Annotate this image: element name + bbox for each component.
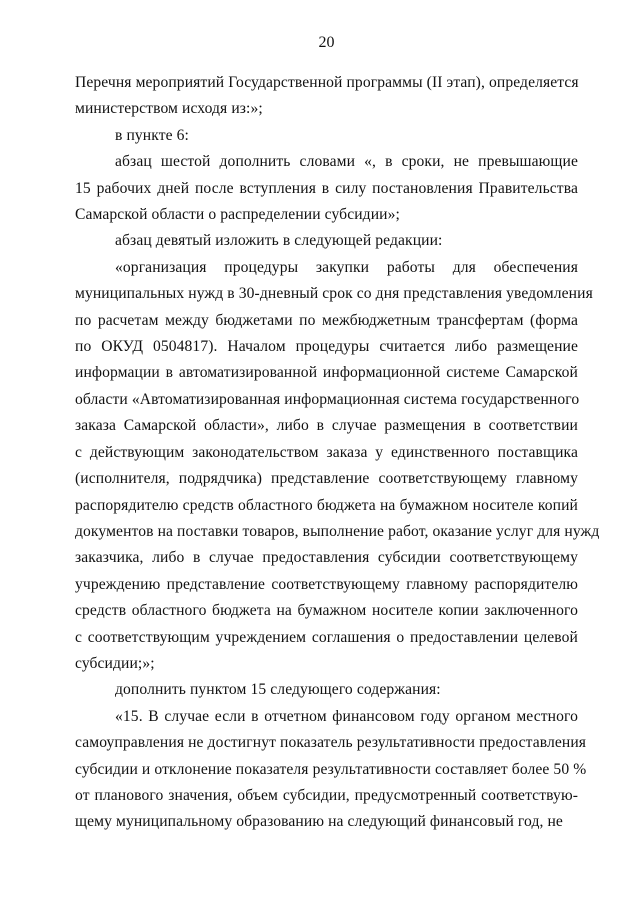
text-line: 15 рабочих дней после вступления в силу постановления Правительства bbox=[75, 179, 578, 197]
text-line: (исполнителя, подрядчика) представление соответствующему главному bbox=[75, 470, 578, 488]
text-line: самоуправления не достигнут показатель результативности предоставления bbox=[75, 734, 587, 752]
text-line: министерством исходя из:»; bbox=[75, 100, 263, 118]
text-line: с действующим законодательством заказа у единственного поставщика bbox=[75, 443, 578, 461]
text-line: субсидии и отклонение показателя результативности составляет более 50 % bbox=[75, 760, 587, 778]
text-line: заказчика, либо в случае предоставления субсидии соответствующему bbox=[75, 549, 578, 567]
text-line: от планового значения, объем субсидии, предусмотренный соответствую- bbox=[75, 786, 578, 804]
document-body bbox=[75, 70, 600, 836]
text-line: абзац шестой дополнить словами «, в сроки, не превышающие bbox=[115, 153, 578, 171]
paragraph bbox=[75, 255, 600, 678]
paragraph bbox=[75, 677, 578, 703]
text-line: «организация процедуры закупки работы для обеспечения bbox=[115, 258, 578, 276]
text-line: с соответствующим учреждением соглашения о предоставлении целевой bbox=[75, 628, 578, 646]
text-line: средств областного бюджета на бумажном носителе копии заключенного bbox=[75, 602, 578, 620]
text-line: щему муниципальному образованию на следующий финансовый год, не bbox=[75, 813, 563, 831]
text-line: дополнить пунктом 15 следующего содержания: bbox=[115, 681, 441, 699]
text-line: в пункте 6: bbox=[115, 126, 189, 144]
text-line: муниципальных нужд в 30-дневный срок со дня представления уведомления bbox=[75, 285, 593, 303]
paragraph bbox=[75, 70, 578, 123]
text-line: информации в автоматизированной информационной системе Самарской bbox=[75, 364, 578, 382]
paragraph bbox=[75, 123, 578, 149]
text-line: по расчетам между бюджетами по межбюджетным трансфертам (форма bbox=[75, 311, 578, 329]
text-line: Перечня мероприятий Государственной программы (II этап), определяется bbox=[75, 74, 579, 91]
paragraph bbox=[75, 149, 578, 228]
text-line: документов на поставки товаров, выполнение работ, оказание услуг для нужд bbox=[75, 522, 600, 540]
text-line: Самарской области о распределении субсидии»; bbox=[75, 206, 400, 224]
text-line: по ОКУД 0504817). Началом процедуры считается либо размещение bbox=[75, 338, 578, 356]
text-line: «15. В случае если в отчетном финансовом году органом местного bbox=[115, 707, 578, 725]
text-line: абзац девятый изложить в следующей редакции: bbox=[115, 232, 443, 250]
page-number: 20 bbox=[318, 34, 335, 51]
text-line: субсидии;»; bbox=[75, 654, 155, 672]
paragraph bbox=[75, 228, 578, 254]
text-line: учреждению представление соответствующему главному распорядителю bbox=[75, 575, 578, 593]
text-line: заказа Самарской области», либо в случае размещения в соответствии bbox=[75, 417, 578, 435]
text-line: области «Автоматизированная информационная система государственного bbox=[75, 390, 580, 408]
paragraph bbox=[75, 704, 587, 836]
text-line: распорядителю средств областного бюджета на бумажном носителе копий bbox=[75, 496, 578, 514]
